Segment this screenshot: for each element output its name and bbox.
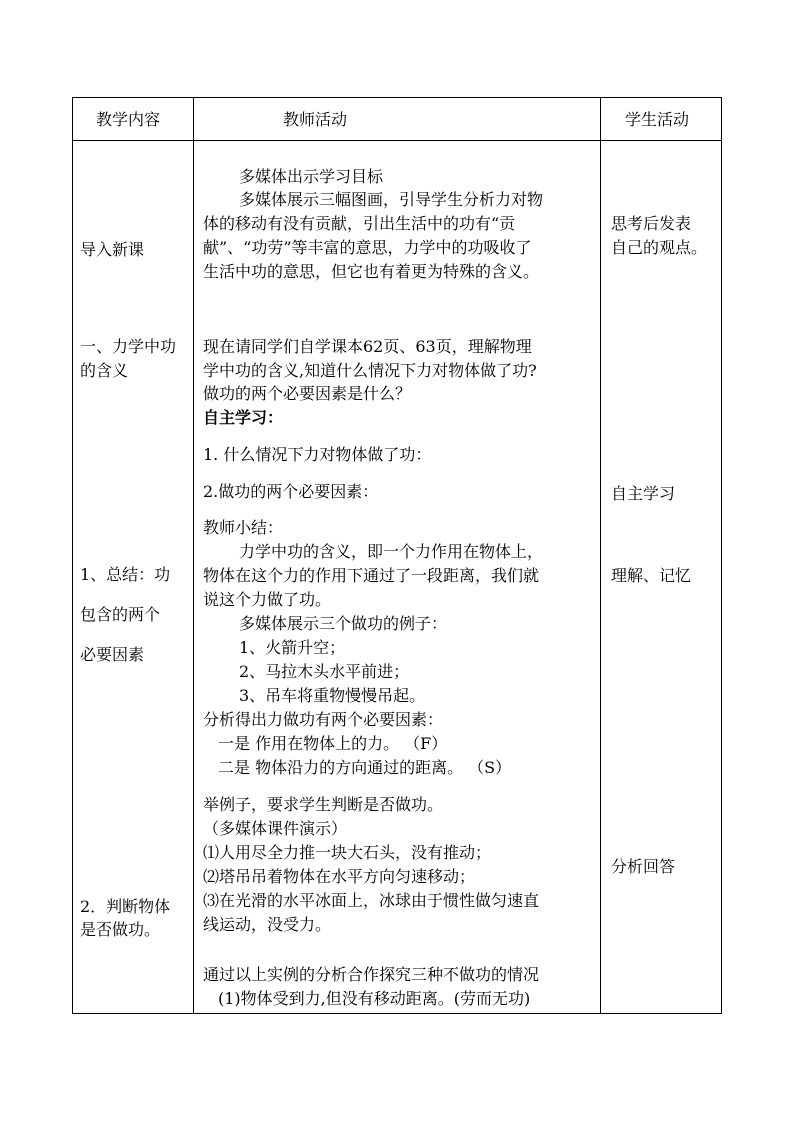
student-intro-line1: 思考后发表 xyxy=(611,214,692,233)
col1-intro: 导入新课 xyxy=(80,240,145,259)
explore-line: 通过以上实例的分析合作探究三种不做功的情况 xyxy=(203,965,540,984)
col1-sec1-line1: 一、力学中功 xyxy=(80,337,177,356)
intro-line: 献”、“功劳”等丰富的意思，力学中的功吸收了 xyxy=(203,238,532,257)
lesson-plan-table xyxy=(72,97,722,1014)
col1-sec3-line2: 是否做功。 xyxy=(80,920,161,939)
column-divider xyxy=(193,98,194,1013)
judge-line: 举例子，要求学生判断是否做功。 xyxy=(203,795,444,814)
judge-line: （多媒体课件演示） xyxy=(203,819,348,838)
student-analyze: 分析回答 xyxy=(611,857,676,876)
factor-2: 二是 物体沿力的方向通过的距离。 （S） xyxy=(218,758,512,777)
intro-line: 多媒体展示三幅图画，引导学生分析力对物 xyxy=(239,190,544,209)
judge-line: ⑴人用尽全力推一块大石头，没有推动； xyxy=(203,843,492,862)
summary-title: 教师小结： xyxy=(203,518,284,537)
example-item: 3、吊车将重物慢慢吊起。 xyxy=(239,686,426,705)
student-intro-line2: 自己的观点。 xyxy=(611,238,708,257)
student-self-study: 自主学习 xyxy=(611,484,676,503)
intro-line: 生活中功的意思，但它也有着更为特殊的含义。 xyxy=(203,262,540,281)
header-divider xyxy=(73,140,721,141)
study-line: 学中功的含义,知道什么情况下力对物体做了功? xyxy=(203,361,537,380)
summary-line: 说这个力做了功。 xyxy=(203,590,332,609)
judge-line: 线运动，没受力。 xyxy=(203,915,332,934)
factors-title: 分析得出力做功有两个必要因素： xyxy=(203,710,444,729)
example-item: 2、马拉木头水平前进； xyxy=(239,662,410,681)
explore-item: (1)物体受到力,但没有移动距离。(劳而无功) xyxy=(218,989,531,1008)
col1-sec2-line3: 必要因素 xyxy=(80,645,145,664)
student-understand: 理解、记忆 xyxy=(611,566,692,585)
col1-sec2-line2: 包含的两个 xyxy=(80,605,161,624)
summary-line: 力学中功的含义，即一个力作用在物体上， xyxy=(239,542,544,561)
judge-line: ⑵塔吊吊着物体在水平方向匀速移动； xyxy=(203,867,476,886)
examples-title: 多媒体展示三个做功的例子： xyxy=(239,614,448,633)
question-1: 1. 什么情况下力对物体做了功： xyxy=(203,445,432,464)
self-study-title: 自主学习： xyxy=(203,408,284,427)
header-content: 教学内容 xyxy=(96,110,161,129)
study-line: 做功的两个必要因素是什么？ xyxy=(203,384,412,403)
summary-line: 物体在这个力的作用下通过了一段距离，我们就 xyxy=(203,566,540,585)
header-teacher: 教师活动 xyxy=(283,110,348,129)
intro-line: 体的移动有没有贡献，引出生活中的功有“贡 xyxy=(203,214,516,233)
study-line: 现在请同学们自学课本62页、63页，理解物理 xyxy=(203,337,532,356)
intro-line: 多媒体出示学习目标 xyxy=(239,167,384,186)
column-divider xyxy=(600,98,601,1013)
factor-1: 一是 作用在物体上的力。 （F） xyxy=(218,734,448,753)
judge-line: ⑶在光滑的水平冰面上，冰球由于惯性做匀速直 xyxy=(203,891,540,910)
question-2: 2.做功的两个必要因素： xyxy=(203,482,379,501)
col1-sec2-line1: 1、总结：功 xyxy=(80,565,171,584)
col1-sec1-line2: 的含义 xyxy=(80,361,129,380)
example-item: 1、火箭升空； xyxy=(239,638,346,657)
header-student: 学生活动 xyxy=(625,110,690,129)
col1-sec3-line1: 2．判断物体 xyxy=(80,897,171,916)
